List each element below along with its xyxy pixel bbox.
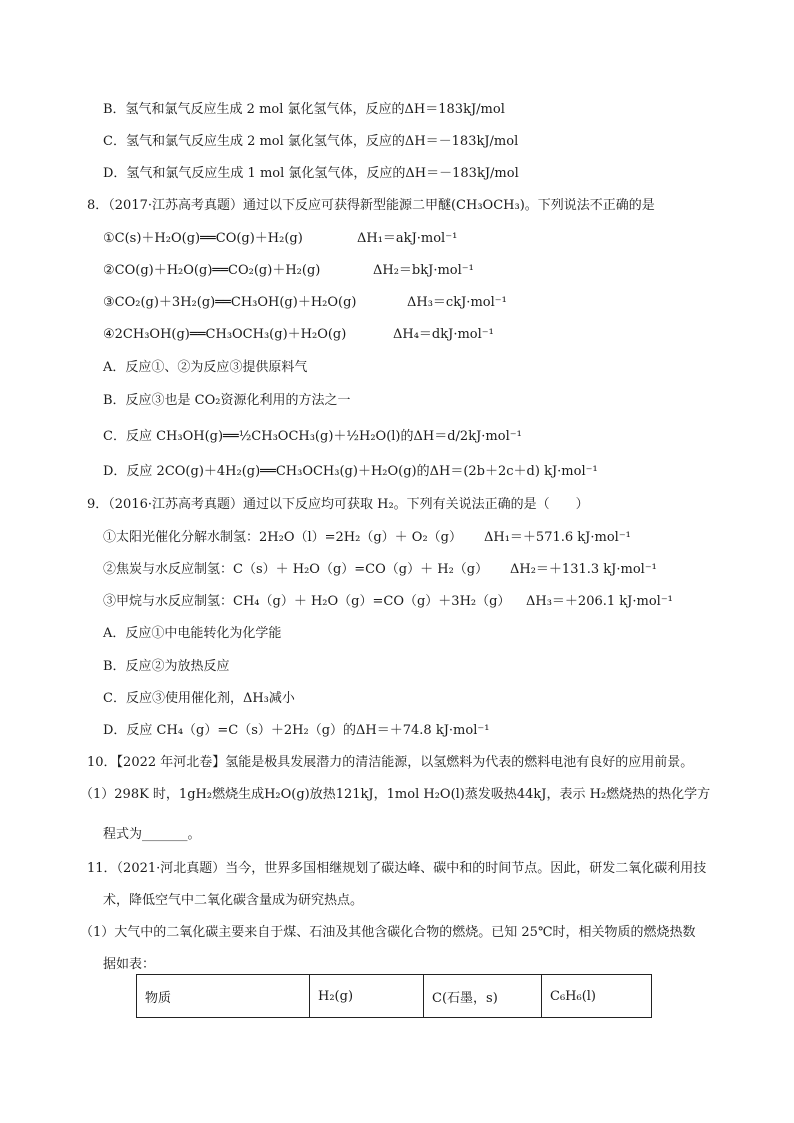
- q8-reaction-4: ④2CH₃OH(g)══CH₃OCH₃(g)＋H₂O(g): [103, 327, 347, 342]
- q9-reaction-1-dh: ΔH₁＝＋571.6 kJ·mol⁻¹: [484, 530, 631, 545]
- q7-option-d: D．氢气和氯气反应生成 1 mol 氯化氢气体，反应的ΔH＝－183kJ/mol: [103, 166, 519, 181]
- q9-option-d: D．反应 CH₄（g）=C（s）＋2H₂（g）的ΔH＝＋74.8 kJ·mol⁻¹: [103, 723, 490, 738]
- q9-reaction-1: ①太阳光催化分解水制氢：2H₂O（l）=2H₂（g）＋ O₂（g）: [103, 530, 462, 545]
- q7-option-c: C．氢气和氯气反应生成 2 mol 氯化氢气体，反应的ΔH＝－183kJ/mol: [103, 134, 519, 149]
- q9-reaction-2: ②焦炭与水反应制氢：C（s）＋ H₂O（g）=CO（g）＋ H₂（g）: [103, 562, 489, 577]
- q8-option-d: D．反应 2CO(g)＋4H₂(g)══CH₃OCH₃(g)＋H₂O(g)的ΔH＝(2b＋2c＋d) kJ·mol⁻¹: [103, 464, 598, 479]
- q9-reaction-3: ③甲烷与水反应制氢：CH₄（g）＋ H₂O（g）=CO（g）＋3H₂（g）: [103, 594, 511, 609]
- q8-reaction-2-dh: ΔH₂＝bkJ·mol⁻¹: [373, 263, 474, 278]
- q10-part1-line2: 程式为_______。: [103, 827, 201, 842]
- q8-reaction-1-dh: ΔH₁＝akJ·mol⁻¹: [357, 231, 458, 246]
- q10-part1-line1: （1）298K 时，1gH₂燃烧生成H₂O(g)放热121kJ，1mol H₂O(l)蒸发吸热44kJ，表示 H₂燃烧热的热化学方: [80, 787, 711, 802]
- q11-part1-line2: 据如表：: [103, 957, 156, 972]
- q8-reaction-3-dh: ΔH₃＝ckJ·mol⁻¹: [407, 295, 507, 310]
- q8-stem: 8．（2017·江苏高考真题）通过以下反应可获得新型能源二甲醚(CH₃OCH₃)。下列说法不正确的是: [87, 198, 655, 213]
- q8-option-b: B．反应③也是 CO₂资源化利用的方法之一: [103, 393, 351, 408]
- q8-reaction-4-dh: ΔH₄＝dkJ·mol⁻¹: [393, 327, 494, 342]
- q9-reaction-3-dh: ΔH₃＝＋206.1 kJ·mol⁻¹: [526, 594, 673, 609]
- table-header-cell: 物质: [137, 975, 310, 1018]
- q8-reaction-2: ②CO(g)＋H₂O(g)══CO₂(g)＋H₂(g): [103, 263, 321, 278]
- q11-stem-line2: 术，降低空气中二氧化碳含量成为研究热点。: [103, 893, 364, 908]
- q9-stem: 9．（2016·江苏高考真题）通过以下反应均可获取 H₂。下列有关说法正确的是（ ）: [87, 497, 589, 512]
- q8-option-c: C．反应 CH₃OH(g)══½CH₃OCH₃(g)＋½H₂O(l)的ΔH＝d/2kJ·mol⁻¹: [103, 429, 522, 444]
- table-header-cell: C₆H₆(l): [542, 975, 652, 1018]
- table-row: [137, 975, 652, 1018]
- q9-option-a: A．反应①中电能转化为化学能: [103, 626, 282, 641]
- q7-option-b: B．氢气和氯气反应生成 2 mol 氯化氢气体，反应的ΔH＝183kJ/mol: [103, 102, 505, 117]
- q9-option-c: C．反应③使用催化剂，ΔH₃减小: [103, 691, 295, 706]
- table-header-cell: C(石墨，s): [424, 975, 542, 1018]
- q11-stem-line1: 11．（2021·河北真题）当今，世界多国相继规划了碳达峰、碳中和的时间节点。因此，研发二氧化碳利用技: [87, 861, 707, 876]
- q8-option-a: A．反应①、②为反应③提供原料气: [103, 360, 308, 375]
- table-header-cell: H₂(g): [310, 975, 424, 1018]
- q11-part1-line1: （1）大气中的二氧化碳主要来自于煤、石油及其他含碳化合物的燃烧。已知 25℃时，相关物质的燃烧热数: [80, 925, 696, 940]
- q10-stem: 10．【2022 年河北卷】氢能是极具发展潜力的清洁能源，以氢燃料为代表的燃料电池有良好的应用前景。: [87, 755, 694, 770]
- q9-option-b: B．反应②为放热反应: [103, 659, 230, 674]
- q8-reaction-3: ③CO₂(g)＋3H₂(g)══CH₃OH(g)＋H₂O(g): [103, 295, 357, 310]
- q8-reaction-1: ①C(s)＋H₂O(g)══CO(g)＋H₂(g): [103, 231, 303, 246]
- combustion-heat-table: [136, 974, 652, 1018]
- q9-reaction-2-dh: ΔH₂＝＋131.3 kJ·mol⁻¹: [510, 562, 657, 577]
